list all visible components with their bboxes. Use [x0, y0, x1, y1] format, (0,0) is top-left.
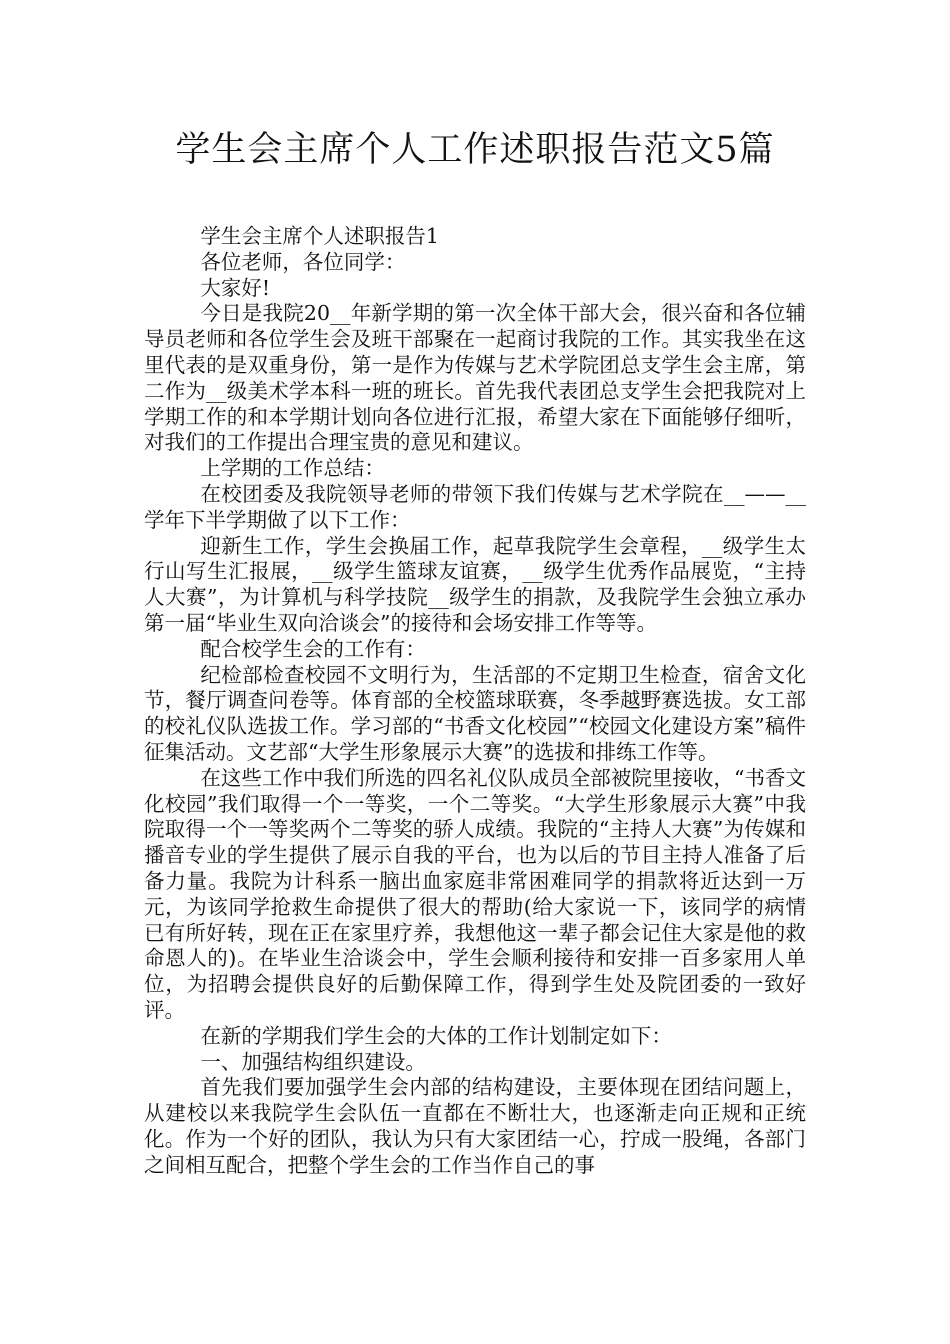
- document-title: 学生会主席个人工作述职报告范文5篇: [175, 130, 775, 170]
- section-heading: 学生会主席个人述职报告1: [200, 224, 439, 248]
- paragraph-achievements: 在这些工作中我们所选的四名礼仪队成员全部被院里接收，“书香文化校园”我们取得一个一等奖，一个二等奖。“大学生形象展示大赛”中我院取得一个一等奖两个二等奖的骄人成绩。我院的“主持人大赛”为传媒和播音专业的学生提供了展示自我的平台，也为以后的节目主持人准备了后备力量。我院为计科系一脑出血家庭非常困难同学的捐款将近达到一万元，为该同学抢救生命提供了很大的帮助(给大家说一下，该同学的病情已有所好转，现在正在家里疗养，我想他这一辈子都会记住大家是他的救命恩人的)。在毕业生洽谈会中，学生会顺利接待和安排一百多家用人单位，为招聘会提供良好的后勤保障工作，得到学生处及院团委的一致好评。: [144, 765, 806, 1022]
- subheading-summary: 上学期的工作总结：: [200, 456, 385, 481]
- greeting: 大家好!: [200, 275, 271, 300]
- paragraph-structure: 首先我们要加强学生会内部的结构建设，主要体现在团结问题上，从建校以来我院学生会队伍一直都在不断壮大，也逐渐走向正规和正统化。作为一个好的团队，我认为只有大家团结一心，拧成一股绳，各部门之间相互配合，把整个学生会的工作当作自己的事: [144, 1075, 806, 1177]
- paragraph-intro: 今日是我院20__年新学期的第一次全体干部大会，很兴奋和各位辅导员老师和各位学生会及班干部聚在一起商讨我院的工作。其实我坐在这里代表的是双重身份，第一是作为传媒与艺术学院团总支学生会主席，第二作为__级美术学本科一班的班长。首先我代表团总支学生会把我院对上学期工作的和本学期计划向各位进行汇报，希望大家在下面能够仔细听，对我们的工作提出合理宝贵的意见和建议。: [144, 301, 806, 455]
- paragraph-departments: 纪检部检查校园不文明行为，生活部的不定期卫生检查，宿舍文化节，餐厅调查问卷等。体育部的全校篮球联赛，冬季越野赛选拔。女工部的校礼仪队选拔工作。学习部的“书香文化校园”“校园文化建设方案”稿件征集活动。文艺部“大学生形象展示大赛”的选拔和排练工作等。: [144, 662, 806, 764]
- plan-item-1: 一、加强结构组织建设。: [200, 1049, 426, 1074]
- subheading-plan: 在新的学期我们学生会的大体的工作计划制定如下：: [200, 1023, 672, 1048]
- subheading-cooperation: 配合校学生会的工作有：: [200, 636, 426, 661]
- salutation: 各位老师，各位同学：: [200, 249, 406, 274]
- paragraph-work-list: 迎新生工作，学生会换届工作，起草我院学生会章程，__级学生太行山写生汇报展，__级学生篮球友谊赛，__级学生优秀作品展览，“主持人大赛”，为计算机与科学技院__级学生的捐款，及我院学生会独立承办第一届“毕业生双向洽谈会”的接待和会场安排工作等等。: [144, 533, 806, 635]
- paragraph-leadership: 在校团委及我院领导老师的带领下我们传媒与艺术学院在__——__学年下半学期做了以下工作：: [144, 481, 806, 532]
- document-body: [144, 224, 806, 1178]
